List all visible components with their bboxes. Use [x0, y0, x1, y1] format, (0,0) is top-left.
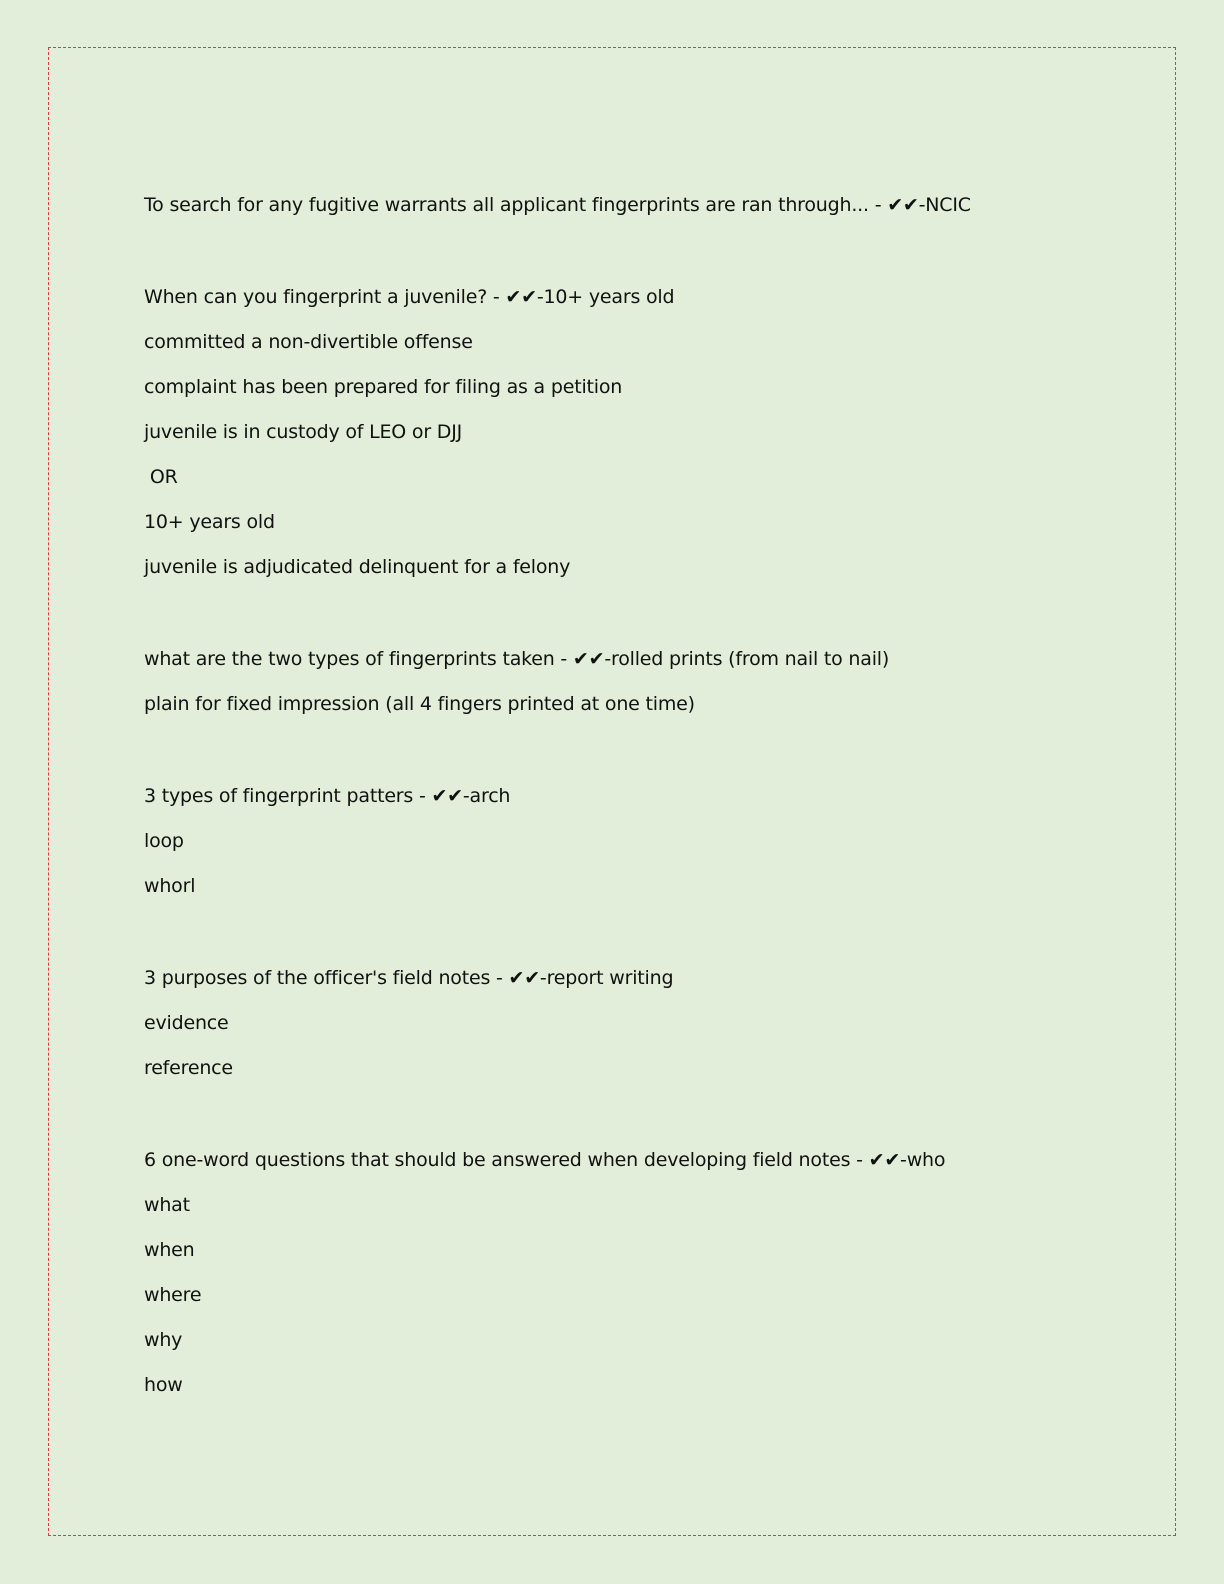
qa-block-ncic — [144, 183, 1144, 228]
qa-block-fingerprint-types — [144, 637, 1144, 727]
question-line: what are the two types of fingerprints taken - ✔✔-rolled prints (from nail to nail) — [144, 648, 890, 670]
answer-line: OR — [144, 466, 178, 488]
answer-line: reference — [144, 1057, 233, 1079]
answer-line: 10+ years old — [144, 511, 275, 533]
answer-line: how — [144, 1374, 183, 1396]
answer-line: whorl — [144, 875, 196, 897]
answer-line: when — [144, 1239, 195, 1261]
answer-line: juvenile is in custody of LEO or DJJ — [144, 421, 463, 443]
answer-line: what — [144, 1194, 190, 1216]
block-gap — [144, 590, 1144, 637]
block-gap — [144, 228, 1144, 275]
qa-block-patterns — [144, 774, 1144, 909]
answer-line: juvenile is adjudicated delinquent for a felony — [144, 556, 571, 578]
answer-line: why — [144, 1329, 183, 1351]
block-gap — [144, 909, 1144, 956]
answer-line: where — [144, 1284, 202, 1306]
document-content — [144, 183, 1144, 1408]
answer-line: evidence — [144, 1012, 229, 1034]
answer-line: complaint has been prepared for filing as a petition — [144, 376, 623, 398]
qa-block-field-notes-purposes — [144, 956, 1144, 1091]
answer-line: loop — [144, 830, 184, 852]
question-line: To search for any fugitive warrants all applicant fingerprints are ran through... - ✔✔-NCIC — [144, 194, 971, 216]
question-line: 6 one-word questions that should be answered when developing field notes - ✔✔-who — [144, 1149, 946, 1171]
answer-line: committed a non-divertible offense — [144, 331, 473, 353]
qa-block-one-word-questions — [144, 1138, 1144, 1408]
question-line: 3 types of fingerprint patters - ✔✔-arch — [144, 785, 511, 807]
block-gap — [144, 1091, 1144, 1138]
answer-line: plain for fixed impression (all 4 fingers printed at one time) — [144, 693, 695, 715]
question-line: When can you fingerprint a juvenile? - ✔✔-10+ years old — [144, 286, 675, 308]
question-line: 3 purposes of the officer's field notes - ✔✔-report writing — [144, 967, 674, 989]
block-gap — [144, 727, 1144, 774]
qa-block-juvenile — [144, 275, 1144, 590]
